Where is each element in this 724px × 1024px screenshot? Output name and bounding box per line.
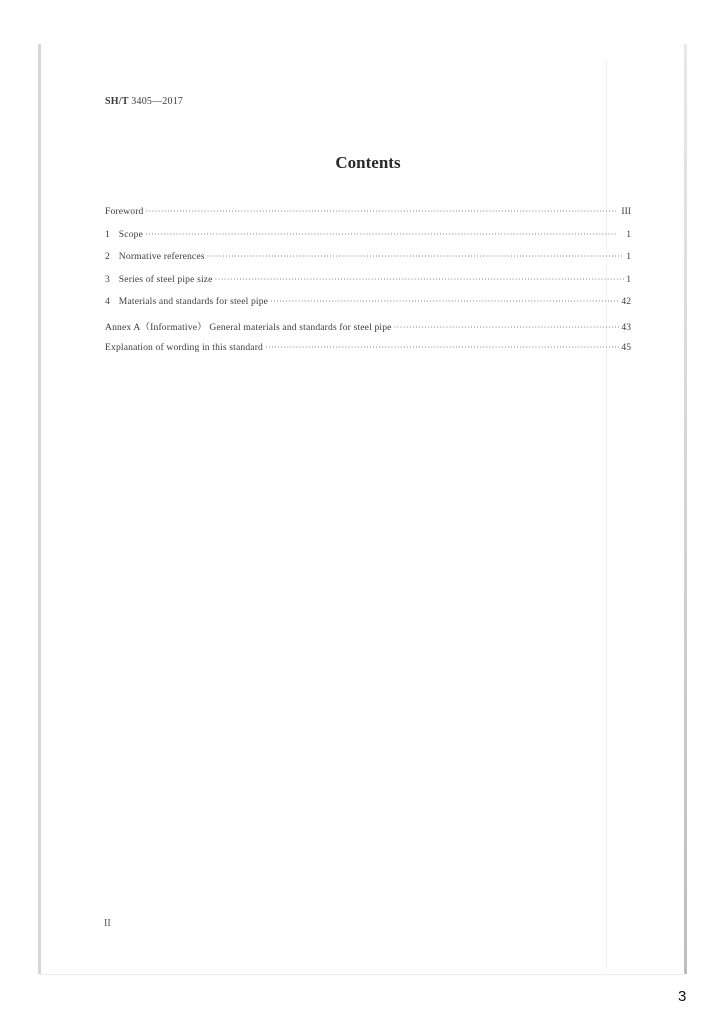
table-of-contents [105,206,631,364]
toc-entry-normative-references[interactable] [105,251,631,274]
toc-entry-label: Normative references [118,251,205,263]
toc-entry-number: 2 [105,251,110,263]
toc-entry-page: 1 [626,228,631,240]
toc-entry-number: 1 [105,228,110,240]
toc-entry-label: Materials and standards for steel pipe [118,296,269,308]
scan-faint-line [606,60,607,970]
toc-entry-number: 3 [105,273,110,285]
toc-entry-label: Series of steel pipe size [118,273,213,285]
scan-bottom-edge [40,974,684,975]
toc-entry-page: III [621,206,631,217]
toc-dot-leader [270,297,619,306]
toc-dot-leader [146,207,620,216]
sheet-page-number: 3 [678,988,687,1005]
toc-entry-series-of-steel-pipe-size[interactable] [105,274,631,297]
page-number-roman: II [104,918,111,929]
scan-right-edge [684,44,687,974]
page-title: Contents [335,153,401,172]
toc-entry-page: 42 [621,296,631,308]
toc-dot-leader [207,252,625,261]
toc-entry-number: 4 [105,296,110,308]
toc-entry-foreword[interactable] [105,206,631,229]
toc-entry-label: Explanation of wording in this standard [105,341,263,353]
toc-entry-label: Foreword [105,206,144,217]
toc-entry-page: 45 [621,341,631,353]
toc-entry-page: 43 [621,321,631,333]
toc-dot-leader [394,323,620,332]
toc-entry-label: Scope [118,228,143,240]
toc-dot-leader [265,343,619,352]
standard-code [105,96,183,107]
toc-entry-page: 1 [626,273,631,285]
scan-left-edge [38,44,41,974]
standard-code-number: 3405—2017 [131,96,184,107]
toc-dot-leader [145,230,624,239]
toc-dot-leader [215,275,625,284]
toc-entry-materials-and-standards[interactable] [105,296,631,319]
toc-entry-page: 1 [626,251,631,263]
standard-code-prefix: SH/T [105,96,129,107]
toc-entry-annex-a[interactable] [105,319,631,342]
toc-entry-label: Annex A（Informative） General materials and standards for steel pipe [105,321,392,333]
toc-entry-explanation-of-wording[interactable] [105,342,631,365]
toc-entry-scope[interactable] [105,229,631,252]
